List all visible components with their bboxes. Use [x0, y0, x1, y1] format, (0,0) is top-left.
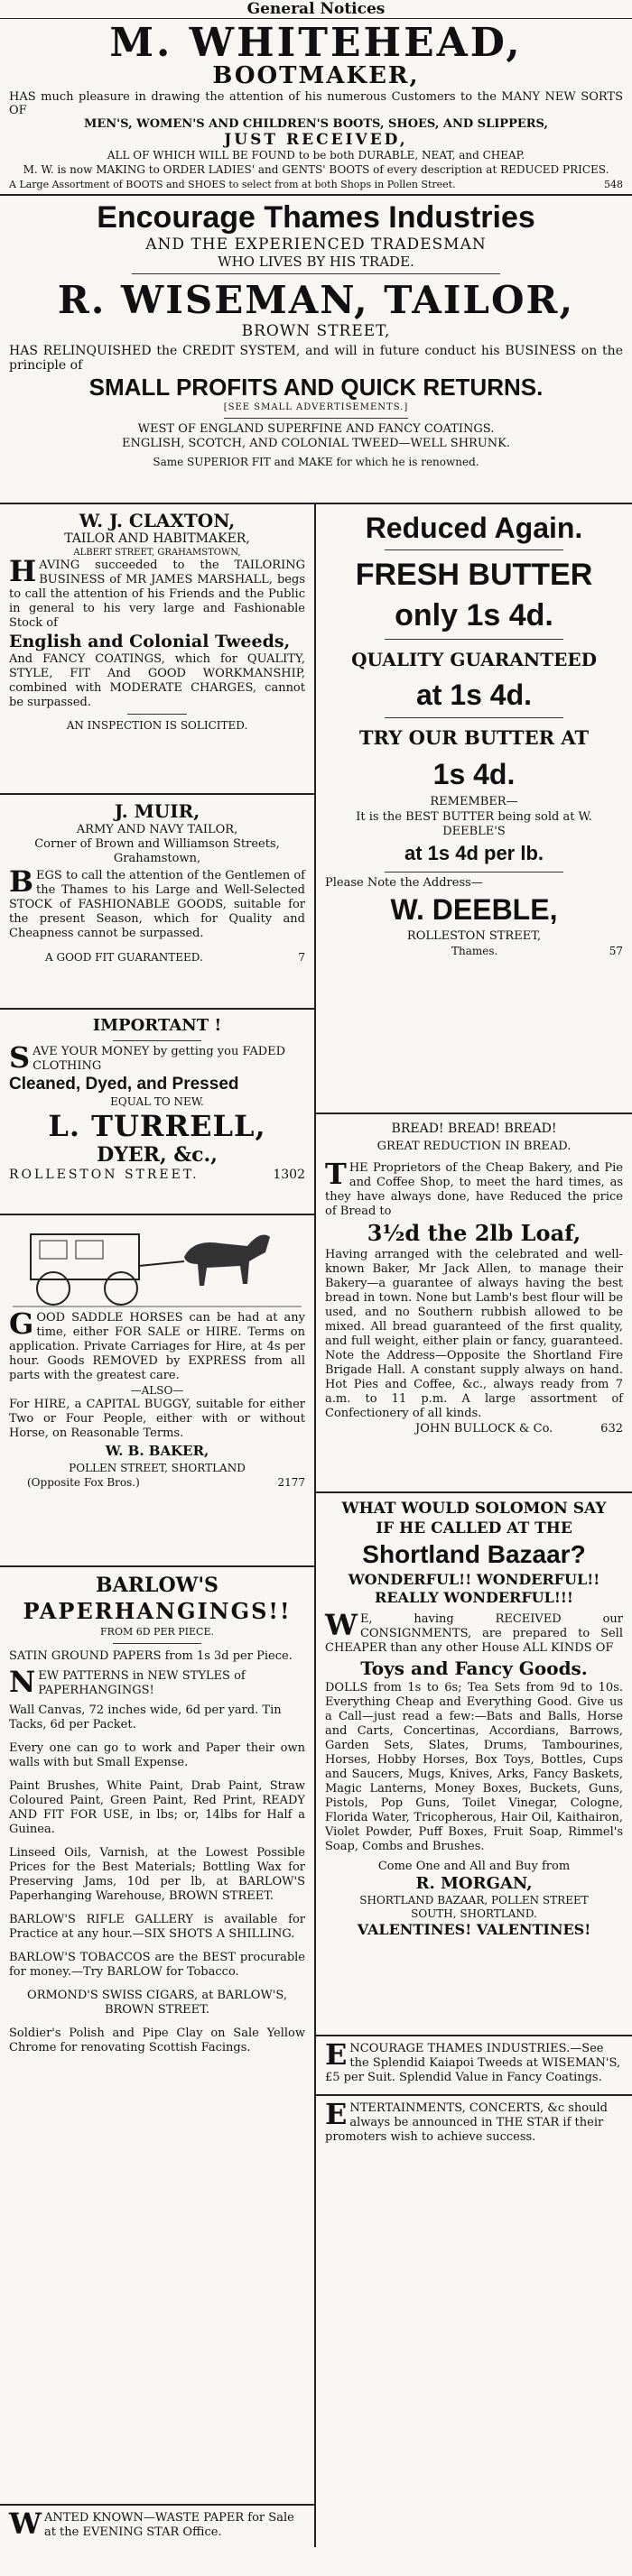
barlow-p8: BARLOW'S TOBACCOS are the BEST procurable for money.—Try BARLOW for Tobacco. — [9, 1951, 305, 1979]
deeble-note: Please Note the Address— — [325, 876, 483, 890]
turrell-num: 1302 — [273, 1168, 305, 1182]
ad-bullock — [316, 1114, 632, 1493]
ad-barlow — [0, 1567, 314, 2506]
barlow-p2: NEW PATTERNS in NEW STYLES of PAPERHANGINGS! — [9, 1665, 246, 1699]
turrell-street: ROLLESTON STREET. — [9, 1168, 200, 1182]
muir-body: BEGS to call the attention of the Gentlemen of the Thames to his Large and Well-Selected STOCK of FASHIONABLE GOODS, suitable for the present Season, which for Quality and Cheapness cannot be surpassed. — [9, 864, 305, 940]
ad-whitehead — [0, 19, 632, 196]
morgan-w2: REALLY WONDERFUL!!! — [375, 1589, 573, 1606]
bullock-name: JOHN BULLOCK & Co. — [415, 1422, 553, 1436]
horse-carriage-illustration — [13, 1221, 302, 1311]
bullock-num: 632 — [600, 1422, 623, 1436]
bullock-big: 3½d the 2lb Loaf, — [367, 1220, 581, 1246]
whitehead-line6: A Large Assortment of BOOTS and SHOES to select from at both Shops in Pollen Street. — [9, 179, 456, 190]
deeble-name: W. DEEBLE, — [390, 893, 558, 926]
section-header: General Notices — [0, 0, 632, 19]
morgan-bazaar: Shortland Bazaar? — [362, 1540, 586, 1568]
deeble-remember: REMEMBER— — [430, 795, 518, 808]
wiseman-headline: Encourage Thames Industries — [97, 200, 535, 235]
ad-turrell — [0, 1010, 314, 1215]
bullock-bread: BREAD! BREAD! BREAD! — [391, 1122, 557, 1136]
barlow-name: BARLOW'S — [96, 1574, 218, 1597]
claxton-body2: And FANCY COATINGS, which for QUALITY, STYLE, FIT And GOOD WORKMANSHIP, combined with MODERATE CHARGES, cannot be surpassed. — [9, 652, 305, 709]
turrell-equal: EQUAL TO NEW. — [110, 1095, 204, 1108]
baker-also: —ALSO— — [130, 1384, 184, 1397]
morgan-w1: WONDERFUL!! WONDERFUL!! — [348, 1571, 600, 1588]
barlow-head: PAPERHANGINGS!! — [23, 1598, 292, 1624]
ad-morgan — [316, 1493, 632, 2036]
baker-body: GOOD SADDLE HORSES can be had at any time, either FOR SALE or HIRE. Terms on application. Private Carriages for Hire, at 4s per hour. Goods REMOVED by EXPRESS from all parts with the greatest care. — [9, 1306, 305, 1382]
barlow-p7: BARLOW'S RIFLE GALLERY is available for Practice at any hour.—SIX SHOTS A SHILLING. — [9, 1913, 305, 1941]
whitehead-line4: ALL OF WHICH WILL BE FOUND to be both DURABLE, NEAT, and CHEAP. — [107, 149, 525, 162]
claxton-body: HAVING succeeded to the TAILORING BUSINESS of MR JAMES MARSHALL, begs to call the attention of his Friends and the Public in general to his very large and Fashionable Stock of — [9, 554, 305, 630]
deeble-street: ROLLESTON STREET, — [406, 929, 542, 943]
morgan-addr: SHORTLAND BAZAAR, POLLEN STREET — [359, 1894, 589, 1907]
deeble-at3: at 1s 4d per lb. — [404, 842, 544, 864]
morgan-town: SOUTH, SHORTLAND. — [411, 1907, 537, 1920]
morgan-toys: Toys and Fancy Goods. — [360, 1657, 588, 1679]
morgan-q2: IF HE CALLED AT THE — [376, 1519, 572, 1537]
bullock-body2: Having arranged with the celebrated and well-known Baker, Mr Jack Allen, to manage their Bakery—a guarantee of always having the best bread in town. None but Lamb's best flour will be used, and no Southern rubbish allowed to be mixed. All bread guaranteed of the first quality, and full weight, either plain or fancy, guaranteed. Note the Address—Opposite the Shortland Fire Brigade Hall. A constant supply always on hand. Hot Pies and Coffee, &c., always ready from 7 a.m. to 11 p.m. A large assortment of Confectionery of all kinds. — [325, 1248, 623, 1420]
wiseman-big: SMALL PROFITS AND QUICK RETURNS. — [88, 374, 544, 401]
muir-name: J. MUIR, — [114, 800, 200, 822]
morgan-come: Come One and All and Buy from — [377, 1860, 571, 1873]
ad-encourage2: ENCOURAGE THAMES INDUSTRIES.—See the Splendid Kaiapoi Tweeds at WISEMAN'S, £5 per Suit. Splendid Value in Fancy Coatings. — [316, 2036, 632, 2096]
ad-deeble — [316, 504, 632, 1114]
claxton-addr: ALBERT STREET, GRAHAMSTOWN, — [73, 548, 241, 558]
muir-trade: ARMY AND NAVY TAILOR, — [76, 823, 238, 836]
left-column — [0, 504, 316, 2547]
deeble-only: only 1s 4d. — [395, 598, 553, 632]
barlow-p5: Paint Brushes, White Paint, Drab Paint, Straw Coloured Paint, Green Paint, Red Print, READY AND FIT FOR USE, in lbs; or, 14lbs for Half a Guinea. — [9, 1779, 305, 1836]
baker-street: POLLEN STREET, SHORTLAND — [69, 1462, 246, 1474]
claxton-insp: AN INSPECTION IS SOLICITED. — [66, 719, 248, 732]
turrell-dyer: DYER, &c., — [97, 1143, 218, 1167]
morgan-val: VALENTINES! VALENTINES! — [357, 1921, 591, 1938]
deeble-fresh: FRESH BUTTER — [355, 558, 593, 592]
bullock-great: GREAT REDUCTION IN BREAD. — [376, 1140, 572, 1153]
baker-body2: For HIRE, a CAPITAL BUGGY, suitable for either Two or Four People, either with or without Horse, on Reasonable Terms. — [9, 1398, 305, 1440]
ad-baker — [0, 1215, 314, 1567]
barlow-p9: ORMOND'S SWISS CIGARS, at BARLOW'S, BROWN STREET. — [27, 1989, 287, 2017]
claxton-big: English and Colonial Tweeds, — [9, 632, 291, 651]
barlow-p4: Every one can go to work and Paper their own walls with but Small Expense. — [9, 1741, 305, 1769]
morgan-name: R. MORGAN, — [415, 1874, 533, 1893]
barlow-from: FROM 6D PER PIECE. — [100, 1626, 214, 1638]
wiseman-line3: Same SUPERIOR FIT and MAKE for which he is renowned. — [153, 456, 479, 468]
baker-opp: (Opposite Fox Bros.) — [27, 1476, 140, 1489]
wiseman-name: R. WISEMAN, TAILOR, — [57, 278, 575, 322]
wiseman-line1: WEST OF ENGLAND SUPERFINE AND FANCY COATINGS. — [137, 422, 495, 436]
turrell-important: IMPORTANT ! — [92, 1016, 222, 1035]
deeble-qual: QUALITY GUARANTEED — [351, 649, 597, 670]
whitehead-num: 548 — [604, 179, 623, 190]
ad-wiseman — [0, 196, 632, 504]
morgan-q1: WHAT WOULD SOLOMON SAY — [341, 1500, 607, 1518]
claxton-trade: TAILOR AND HABITMAKER, — [64, 531, 250, 546]
wiseman-sub2: WHO LIVES BY HIS TRADE. — [218, 254, 414, 270]
two-columns — [0, 504, 632, 2547]
whitehead-line5: M. W. is now MAKING to ORDER LADIES' and GENTS' BOOTS of every description at REDUCED PRICES. — [23, 163, 609, 176]
wiseman-line2: ENGLISH, SCOTCH, AND COLONIAL TWEED—WELL SHRUNK. — [121, 437, 511, 450]
deeble-num: 57 — [609, 945, 623, 957]
turrell-cdp: Cleaned, Dyed, and Pressed — [9, 1075, 239, 1094]
whitehead-trade: BOOTMAKER, — [212, 62, 420, 89]
deeble-at1: at 1s 4d. — [415, 679, 533, 711]
wiseman-see: [SEE SMALL ADVERTISEMENTS.] — [223, 402, 409, 412]
wiseman-sub1: AND THE EXPERIENCED TRADESMAN — [145, 235, 487, 254]
deeble-reduced: Reduced Again. — [365, 512, 583, 544]
morgan-body2: DOLLS from 1s to 6s; Tea Sets from 9d to 10s. Everything Cheap and Everything Good. Give us a Call—just read a few:—Bats and Balls, Horse and Carts, Concertinas, Accordians, Barrows, Garden Sets, Slates, Drums, Tambourines, Horses, Hobby Horses, Box Toys, Bottles, Cups and Saucers, Mugs, Knives, Arks, Fancy Baskets, Magic Lanterns, Money Boxes, Buckets, Guns, Pistols, Pop Guns, Toilet Vinegar, Cologne, Florida Water, Tricopherous, Hair Oil, Kaithairon, Violet Powder, Puff Boxes, Fruit Soap, Rimmel's Soap, Combs and Brushes. — [325, 1681, 623, 1853]
whitehead-line3: JUST RECEIVED, — [224, 131, 408, 149]
deeble-town: Thames. — [451, 945, 498, 957]
turrell-name: L. TURRELL, — [48, 1109, 266, 1143]
ad-entertainments: ENTERTAINMENTS, CONCERTS, &c should always be announced in THE STAR if their promoters wish to achieve success. — [325, 2097, 608, 2144]
deeble-at2: 1s 4d. — [432, 758, 516, 790]
morgan-body: WE, having RECEIVED our CONSIGNMENTS, are prepared to Sell CHEAPER than any other House ALL KINDS OF — [325, 1608, 623, 1655]
bullock-body: THE Proprietors of the Cheap Bakery, and Pie and Coffee Shop, to meet the hard times, as they have always done, have Reduced the price of Bread to — [325, 1157, 623, 1218]
whitehead-intro: HAS much pleasure in drawing the attention of his numerous Customers to the MANY NEW SORTS OF — [9, 90, 623, 117]
deeble-try: TRY OUR BUTTER AT — [358, 726, 590, 749]
barlow-p1: SATIN GROUND PAPERS from 1s 3d per Piece. — [9, 1649, 293, 1663]
barlow-p6: Linseed Oils, Varnish, at the Lowest Possible Prices for the Best Materials; Bottling Wax for Preserving Jams, 10d per lb, at BARLOW'S Paperhanging Warehouse, BROWN STREET. — [9, 1846, 305, 1903]
muir-fit: A GOOD FIT GUARANTEED. — [45, 951, 203, 964]
claxton-name: W. J. CLAXTON, — [79, 510, 236, 531]
muir-addr: Corner of Brown and Williamson Streets, Grahamstown, — [34, 837, 280, 865]
baker-num: 2177 — [277, 1476, 305, 1489]
barlow-p10: Soldier's Polish and Pipe Clay on Sale Yellow Chrome for renovating Scottish Facings. — [9, 2027, 305, 2054]
barlow-p3: Wall Canvas, 72 inches wide, 6d per yard. Tin Tacks, 6d per Packet. — [9, 1703, 282, 1731]
whitehead-name: M. WHITEHEAD, — [109, 20, 523, 66]
wiseman-street: BROWN STREET, — [241, 322, 391, 340]
ad-muir — [0, 795, 314, 1010]
ad-wanted: WANTED KNOWN—WASTE PAPER for Sale at the EVENING STAR Office. — [9, 2507, 294, 2541]
right-column — [316, 504, 632, 2547]
whitehead-line2: MEN'S, WOMEN'S AND CHILDREN'S BOOTS, SHOES, AND SLIPPERS, — [83, 117, 549, 131]
turrell-save: SAVE YOUR MONEY by getting you FADED CLOTHING — [9, 1040, 286, 1075]
muir-num: 7 — [298, 951, 305, 964]
deeble-is: It is the BEST BUTTER being sold at W. DEEBLE'S — [356, 810, 592, 838]
wiseman-body: HAS RELINQUISHED the CREDIT SYSTEM, and will in future conduct his BUSINESS on the principle of — [9, 344, 623, 373]
ad-claxton — [0, 504, 314, 795]
baker-name: W. B. BAKER, — [105, 1443, 209, 1459]
